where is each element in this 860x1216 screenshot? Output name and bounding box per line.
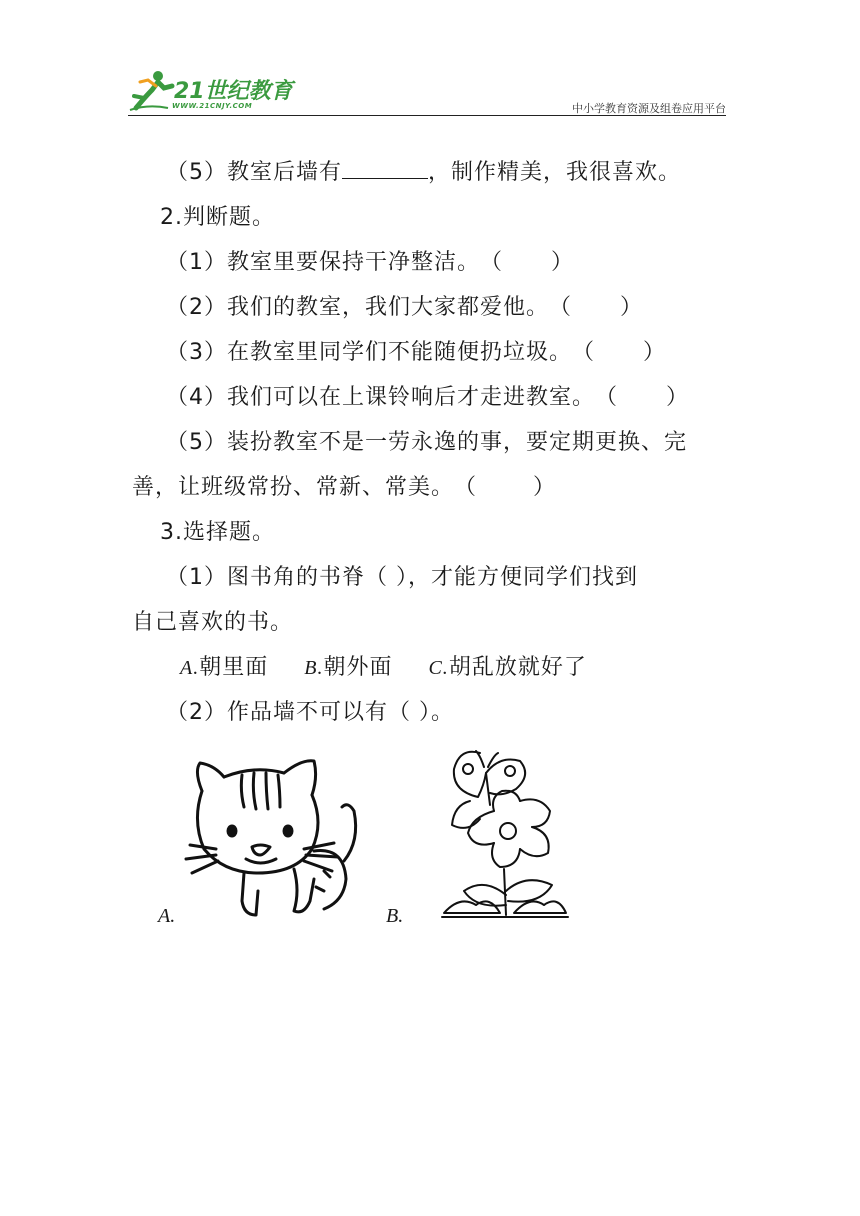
answer-blank[interactable] (342, 152, 428, 179)
pic-option-a-label[interactable]: A. (158, 905, 176, 927)
option-a[interactable] (180, 645, 268, 691)
page-header (128, 68, 726, 116)
logo (128, 68, 298, 114)
butterfly-flower-drawing-icon[interactable] (440, 745, 570, 925)
logo-text: 21世纪教育 (174, 79, 293, 104)
item-text: （3）在教室里同学们不能随便扔垃圾。 (166, 340, 572, 365)
picture-options (158, 745, 578, 935)
answer-parenthesis[interactable]: （ ） (480, 250, 574, 275)
option-b[interactable] (304, 645, 392, 691)
item-text-post: ，制作精美，我很喜欢。 (428, 160, 682, 185)
judgement-item-4 (132, 375, 732, 420)
judgement-item-5-line-2 (132, 465, 732, 510)
worksheet-content (132, 150, 732, 735)
choice-item-1-line-2: 自己喜欢的书。 (132, 610, 294, 635)
section-title-choice: 3.选择题。 (160, 520, 275, 545)
judgement-item-2 (132, 285, 732, 330)
answer-parenthesis[interactable]: （ ） (595, 385, 689, 410)
header-divider (128, 115, 726, 116)
judgement-item-5-line-1: （5）装扮教室不是一劳永逸的事，要定期更换、完 (166, 430, 687, 455)
choice-item-2: （2）作品墙不可以有（ ）。 (166, 700, 454, 725)
option-text: 朝外面 (323, 655, 393, 680)
choice-item-1-options (132, 645, 732, 690)
choice-item-1-line-1: （1）图书角的书脊（ ），才能方便同学们找到 (166, 565, 638, 590)
judgement-item-3 (132, 330, 732, 375)
option-c[interactable] (428, 645, 586, 691)
option-letter: B. (304, 657, 324, 679)
fill-blank-item-5 (132, 150, 732, 195)
answer-parenthesis[interactable]: （ ） (572, 340, 666, 365)
item-text: （1）教室里要保持干净整洁。 (166, 250, 480, 275)
item-text: （2）我们的教室，我们大家都爱他。 (166, 295, 549, 320)
item-text: 善，让班级常扮、常新、常美。 (132, 475, 455, 500)
item-text-pre: （5）教室后墙有 (166, 160, 342, 185)
option-text: 胡乱放就好了 (448, 655, 587, 680)
cat-drawing-icon[interactable] (184, 751, 374, 929)
platform-name: 中小学教育资源及组卷应用平台 (572, 102, 726, 115)
option-letter: A. (180, 657, 200, 679)
logo-url: WWW.21CNJY.COM (172, 102, 253, 110)
item-text: （4）我们可以在上课铃响后才走进教室。 (166, 385, 595, 410)
judgement-item-1 (132, 240, 732, 285)
section-title-judgement: 2.判断题。 (160, 205, 275, 230)
answer-parenthesis[interactable]: （ ） (454, 475, 556, 500)
option-letter: C. (428, 657, 449, 679)
pic-option-b-label[interactable]: B. (386, 905, 404, 927)
answer-parenthesis[interactable]: （ ） (549, 295, 643, 320)
runner-logo-icon (128, 68, 176, 112)
option-text: 朝里面 (199, 655, 269, 680)
